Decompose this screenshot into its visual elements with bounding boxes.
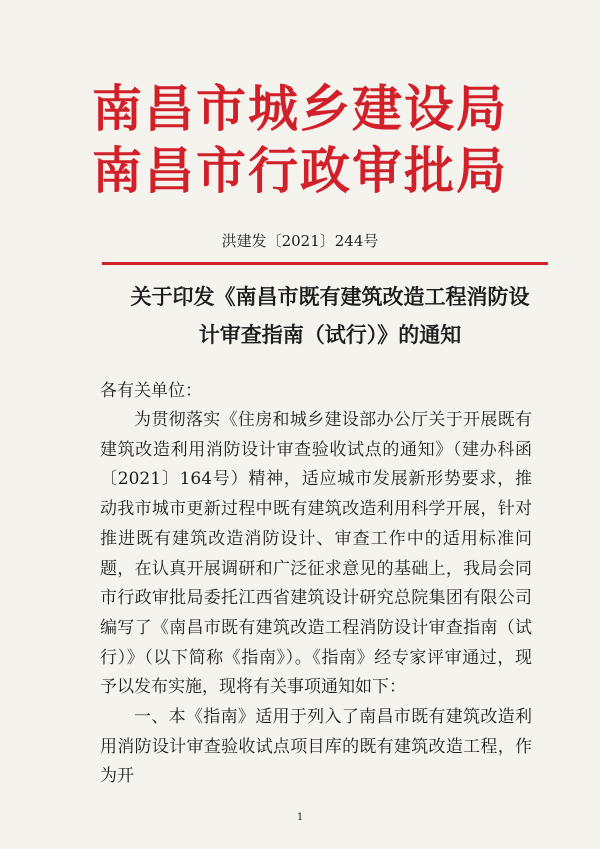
notice-body [100,406,532,792]
notice-title-line-1: 关于印发《南昌市既有建筑改造工程消防设 [130,285,530,309]
document-number: 洪建发〔2021〕244号 [221,232,379,250]
issuer-title-administrative-approval-bureau: 南昌市行政审批局 [92,142,508,200]
body-paragraph-2: 一、本《指南》适用于列入了南昌市既有建筑改造利用消防设计审查验收试点项目库的既有建筑改造工程，作为开 [100,707,532,787]
notice-title-line-2: 计审查指南（试行）》的通知 [198,323,462,347]
body-paragraph-1: 为贯彻落实《住房和城乡建设部办公厅关于开展既有建筑改造利用消防设计审查验收试点的通知》（建办科函〔2021〕164号）精神，适应城市发展新形势要求，推动我市城市更新过程中既有建筑改造利用科学开展，针对推进既有建筑改造消防设计、审查工作中的适用标准问题，在认真开展调研和广泛征求意见的基础上，我局会同市行政审批局委托江西省建筑设计研究总院集团有限公司编写了《南昌市既有建筑改造工程消防设计审查指南（试行）》（以下简称《指南》）。《指南》经专家评审通过，现予以发布实施，现将有关事项通知如下： [100,410,532,698]
issuer-title-urban-rural-construction-bureau: 南昌市城乡建设局 [92,80,508,138]
red-divider-line [102,262,548,265]
page-number: 1 [296,812,304,823]
salutation: 各有关单位： [100,381,202,401]
